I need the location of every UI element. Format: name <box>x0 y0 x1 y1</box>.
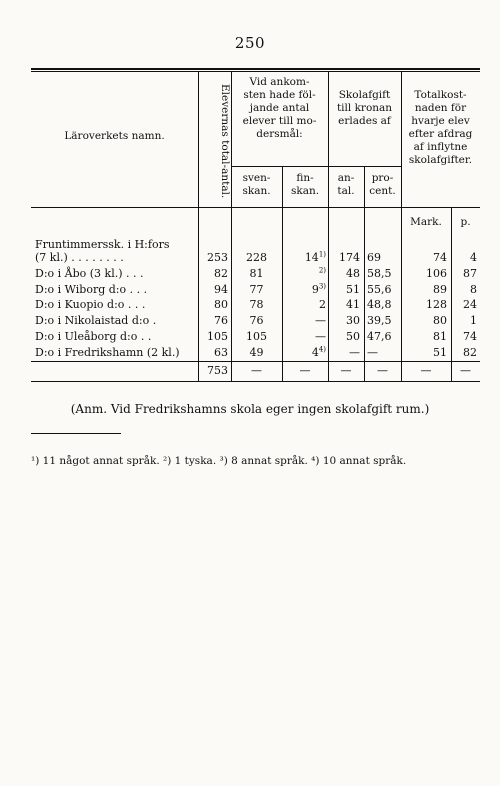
header-penni: p. <box>460 216 471 228</box>
cell-finnish <box>282 267 326 280</box>
header-count-1: an- <box>337 172 355 184</box>
header-mother-tongue-1: Vid ankom- <box>249 76 310 88</box>
header-mark: Mark. <box>410 216 442 228</box>
header-mother-tongue-4: elever till mo- <box>242 115 317 127</box>
cell-fee-count: 174 <box>339 251 360 264</box>
cell-name: D:o i Uleåborg d:o . . <box>35 330 152 343</box>
header-total-cost-3: hvarje elev <box>411 115 470 127</box>
cell-fee-percent: 47,6 <box>367 330 392 343</box>
cell-name: (7 kl.) . . . . . . . . <box>35 251 124 264</box>
total-rule <box>31 361 480 362</box>
cell-fee-count: 50 <box>346 330 360 343</box>
total-dash: — <box>420 364 432 377</box>
cell-cost-mark: 74 <box>433 251 447 264</box>
header-count-2: tal. <box>337 185 355 197</box>
total-dash: — <box>251 364 262 377</box>
subheader-rule <box>231 166 401 167</box>
cell-cost-mark: 106 <box>426 266 447 280</box>
cell-fee-percent: 39,5 <box>367 314 392 328</box>
cell-cost-penni: 82 <box>463 345 477 359</box>
header-total-cost-1: Totalkost- <box>414 89 467 101</box>
header-mother-tongue-3: jande antal <box>249 102 310 114</box>
cell-fee-count: 48 <box>346 266 360 280</box>
cell-fee-percent: 69 <box>367 251 381 264</box>
header-bottom-rule <box>31 207 480 208</box>
footnote-rule <box>31 433 121 434</box>
cell-finnish-value: 2 <box>319 298 326 312</box>
cell-cost-penni: 87 <box>463 266 477 280</box>
header-mother-tongue-2: sten hade föl- <box>243 89 316 101</box>
col-rule <box>364 166 365 381</box>
header-swedish-1: sven- <box>242 172 271 184</box>
header-percent-2: cent. <box>369 185 396 197</box>
cell-finnish <box>282 251 326 264</box>
annotation: (Anm. Vid Fredrikshamns skola eger ingen skolafgift rum.) <box>70 402 430 416</box>
footnote-marker: 4) <box>318 345 326 354</box>
cell-fee-percent: 55,6 <box>367 282 392 296</box>
footnotes: ¹) 11 något annat språk. ²) 1 tyska. ³) 8 annat språk. ⁴) 10 annat språk. <box>31 455 407 467</box>
cell-finnish-value: 14 <box>304 251 319 264</box>
table-top-rule-thin <box>31 71 480 72</box>
header-school-name: Läroverkets namn. <box>64 130 165 142</box>
cell-students: 82 <box>214 266 228 280</box>
total-dash: — <box>340 364 352 377</box>
header-students-total: Elevernas total-antal. <box>219 83 231 199</box>
header-fee-2: till kronan <box>336 102 393 114</box>
header-fee-3: erlades af <box>338 115 391 127</box>
cell-students: 105 <box>207 330 228 343</box>
cell-fee-count: 30 <box>346 314 360 328</box>
cell-finnish-value: 4 <box>311 345 319 359</box>
header-swedish-2: skan. <box>242 185 271 197</box>
cell-fee-percent: 58,5 <box>367 266 392 280</box>
table-top-rule <box>31 68 480 70</box>
footnote-marker: 2) <box>318 266 326 275</box>
total-dash: — <box>377 364 388 377</box>
cell-students: 80 <box>214 298 228 312</box>
cell-swedish: 76 <box>249 314 264 328</box>
cell-finnish-value: — <box>315 314 326 328</box>
total-students: 753 <box>207 364 228 377</box>
header-total-cost-2: naden för <box>414 102 467 114</box>
cell-finnish <box>282 346 326 359</box>
cell-swedish: 105 <box>246 330 267 343</box>
header-fee-1: Skolafgift <box>338 89 391 101</box>
header-total-cost-4: efter afdrag <box>408 128 473 140</box>
cell-fee-count: 41 <box>346 298 360 312</box>
header-finnish-2: skan. <box>290 185 320 197</box>
cell-fee-percent: — <box>367 345 378 359</box>
cell-swedish: 77 <box>249 282 264 296</box>
page-number: 250 <box>234 34 266 52</box>
cell-name: D:o i Nikolaistad d:o . <box>35 314 157 328</box>
cell-cost-mark: 89 <box>433 282 447 296</box>
cell-students: 76 <box>214 314 228 328</box>
header-finnish-1: fin- <box>296 172 314 184</box>
cell-cost-penni: 1 <box>470 314 477 328</box>
cell-finnish <box>282 298 326 311</box>
cell-finnish <box>282 283 326 296</box>
cell-cost-mark: 128 <box>426 298 447 312</box>
cell-students: 94 <box>214 282 228 296</box>
cell-finnish <box>282 330 326 343</box>
cell-cost-mark: 80 <box>433 314 447 328</box>
cell-name: D:o i Åbo (3 kl.) . . . <box>35 266 144 280</box>
cell-swedish: 78 <box>249 298 264 312</box>
header-total-cost-5: af inflytne <box>413 141 468 153</box>
header-total-cost-6: skolafgifter. <box>408 154 473 166</box>
cell-name: D:o i Fredrikshamn (2 kl.) <box>35 345 180 359</box>
table-bottom-rule <box>31 381 480 382</box>
row-name-line: Fruntimmerssk. i H:fors <box>35 238 170 251</box>
cell-fee-count: 51 <box>346 282 360 296</box>
cell-swedish: 49 <box>249 345 264 359</box>
header-mother-tongue-5: dersmål: <box>256 128 303 140</box>
cell-finnish-value: 9 <box>311 282 319 296</box>
footnote-marker: 1) <box>318 250 326 259</box>
cell-cost-mark: 81 <box>433 330 447 343</box>
cell-cost-penni: 4 <box>470 251 477 264</box>
cell-cost-penni: 74 <box>463 330 477 343</box>
cell-swedish: 81 <box>249 266 264 280</box>
cell-students: 63 <box>214 345 228 359</box>
total-dash: — <box>460 364 471 377</box>
cell-cost-mark: 51 <box>433 345 447 359</box>
cell-finnish <box>282 314 326 327</box>
statistics-table <box>31 68 480 383</box>
cell-cost-penni: 24 <box>463 298 477 312</box>
cell-students: 253 <box>207 251 228 264</box>
cell-fee-count: — <box>349 345 360 359</box>
cell-finnish-value: — <box>315 330 326 343</box>
cell-fee-percent: 48,8 <box>367 298 392 312</box>
footnote-marker: 3) <box>318 281 326 290</box>
header-percent-1: pro- <box>371 172 394 184</box>
cell-name: D:o i Wiborg d:o . . . <box>35 282 148 296</box>
cell-name: D:o i Kuopio d:o . . . <box>35 298 146 312</box>
cell-swedish: 228 <box>246 251 267 264</box>
cell-cost-penni: 8 <box>470 282 477 296</box>
total-dash: — <box>299 364 311 377</box>
